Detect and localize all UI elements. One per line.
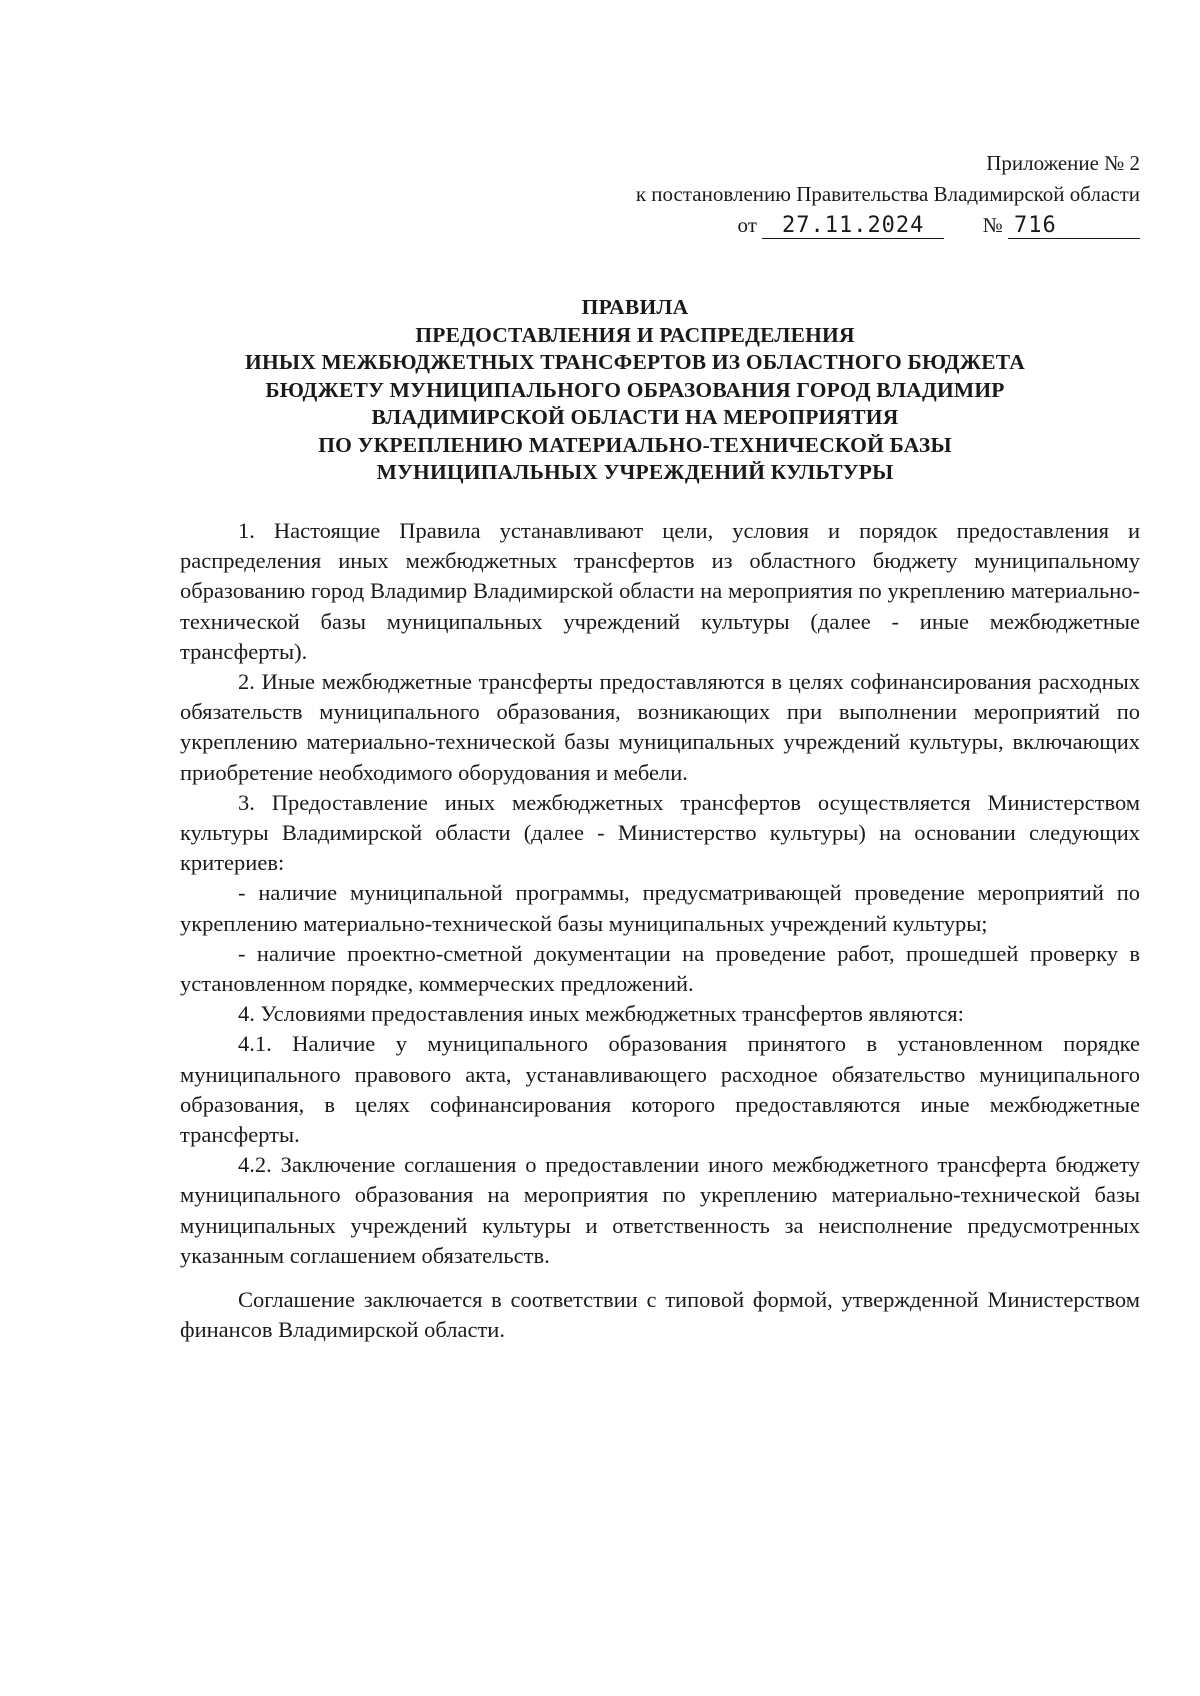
date-prefix: от: [737, 213, 757, 237]
paragraph-4-1: 4.1. Наличие у муниципального образования принятого в установленном порядке муниципального правового акта, устанавливающего расходное обязательство муниципального образования, в целях софинансирования которого предоставляются иные межбюджетные трансферты.: [180, 1031, 1140, 1148]
title-line: ИНЫХ МЕЖБЮДЖЕТНЫХ ТРАНСФЕРТОВ ИЗ ОБЛАСТНОГО БЮДЖЕТА: [245, 350, 1025, 374]
appendix-number: Приложение № 2: [986, 151, 1140, 175]
appendix-header: [520, 148, 1140, 241]
paragraph-2: 2. Иные межбюджетные трансферты предоставляются в целях софинансирования расходных обязательств муниципального образования, возникающих при выполнении мероприятий по укреплению материально-технической базы муниципальных учреждений культуры, включающих приобретение необходимого оборудования и мебели.: [180, 669, 1140, 785]
title-line: ПРЕДОСТАВЛЕНИЯ И РАСПРЕДЕЛЕНИЯ: [415, 322, 855, 347]
title-line: ВЛАДИМИРСКОЙ ОБЛАСТИ НА МЕРОПРИЯТИЯ: [371, 405, 899, 429]
criterion-2: - наличие проектно-сметной документации на проведение работ, прошедшей проверку в установленном порядке, коммерческих предложений.: [180, 940, 1140, 997]
number-prefix: №: [982, 213, 1003, 237]
paragraph-4-2: 4.2. Заключение соглашения о предоставлении иного межбюджетного трансферта бюджету муниципального образования на мероприятия по укреплению материально-технической базы муниципальных учреждений культуры и ответственность за неисполнение предусмотренных указанным соглашением обязательств.: [180, 1152, 1140, 1268]
resolution-reference: к постановлению Правительства Владимирской области: [635, 182, 1140, 206]
title-line: ПРАВИЛА: [581, 295, 689, 319]
title-line: ПО УКРЕПЛЕНИЮ МАТЕРИАЛЬНО-ТЕХНИЧЕСКОЙ БАЗЫ: [318, 432, 952, 457]
agreement-note: Соглашение заключается в соответствии с типовой формой, утвержденной Министерством финансов Владимирской области.: [180, 1287, 1140, 1343]
date-number-line: [520, 210, 1140, 241]
resolution-date: 27.11.2024: [762, 214, 944, 239]
title-line: БЮДЖЕТУ МУНИЦИПАЛЬНОГО ОБРАЗОВАНИЯ ГОРОД ВЛАДИМИР: [265, 377, 1005, 402]
paragraph-4: 4. Условиями предоставления иных межбюджетных трансфертов являются:: [238, 1001, 964, 1027]
document-title: [170, 294, 1100, 487]
paragraph-3: 3. Предоставление иных межбюджетных трансфертов осуществляется Министерством культуры Владимирской области (далее - Министерство культуры) на основании следующих критериев:: [180, 789, 1140, 876]
criterion-1: - наличие муниципальной программы, предусматривающей проведение мероприятий по укреплению материально-технической базы муниципальных учреждений культуры;: [180, 880, 1140, 936]
paragraph-1: 1. Настоящие Правила устанавливают цели, условия и порядок предоставления и распределения иных межбюджетных трансфертов из областного бюджету муниципальному образованию город Владимир Владимирской области на мероприятия по укреплению материально-технической базы муниципальных учреждений культуры (далее - иные межбюджетные трансферты).: [180, 518, 1140, 664]
resolution-number: 716: [1008, 214, 1140, 239]
document-body: [180, 516, 1140, 1345]
title-line: МУНИЦИПАЛЬНЫХ УЧРЕЖДЕНИЙ КУЛЬТУРЫ: [376, 460, 894, 484]
